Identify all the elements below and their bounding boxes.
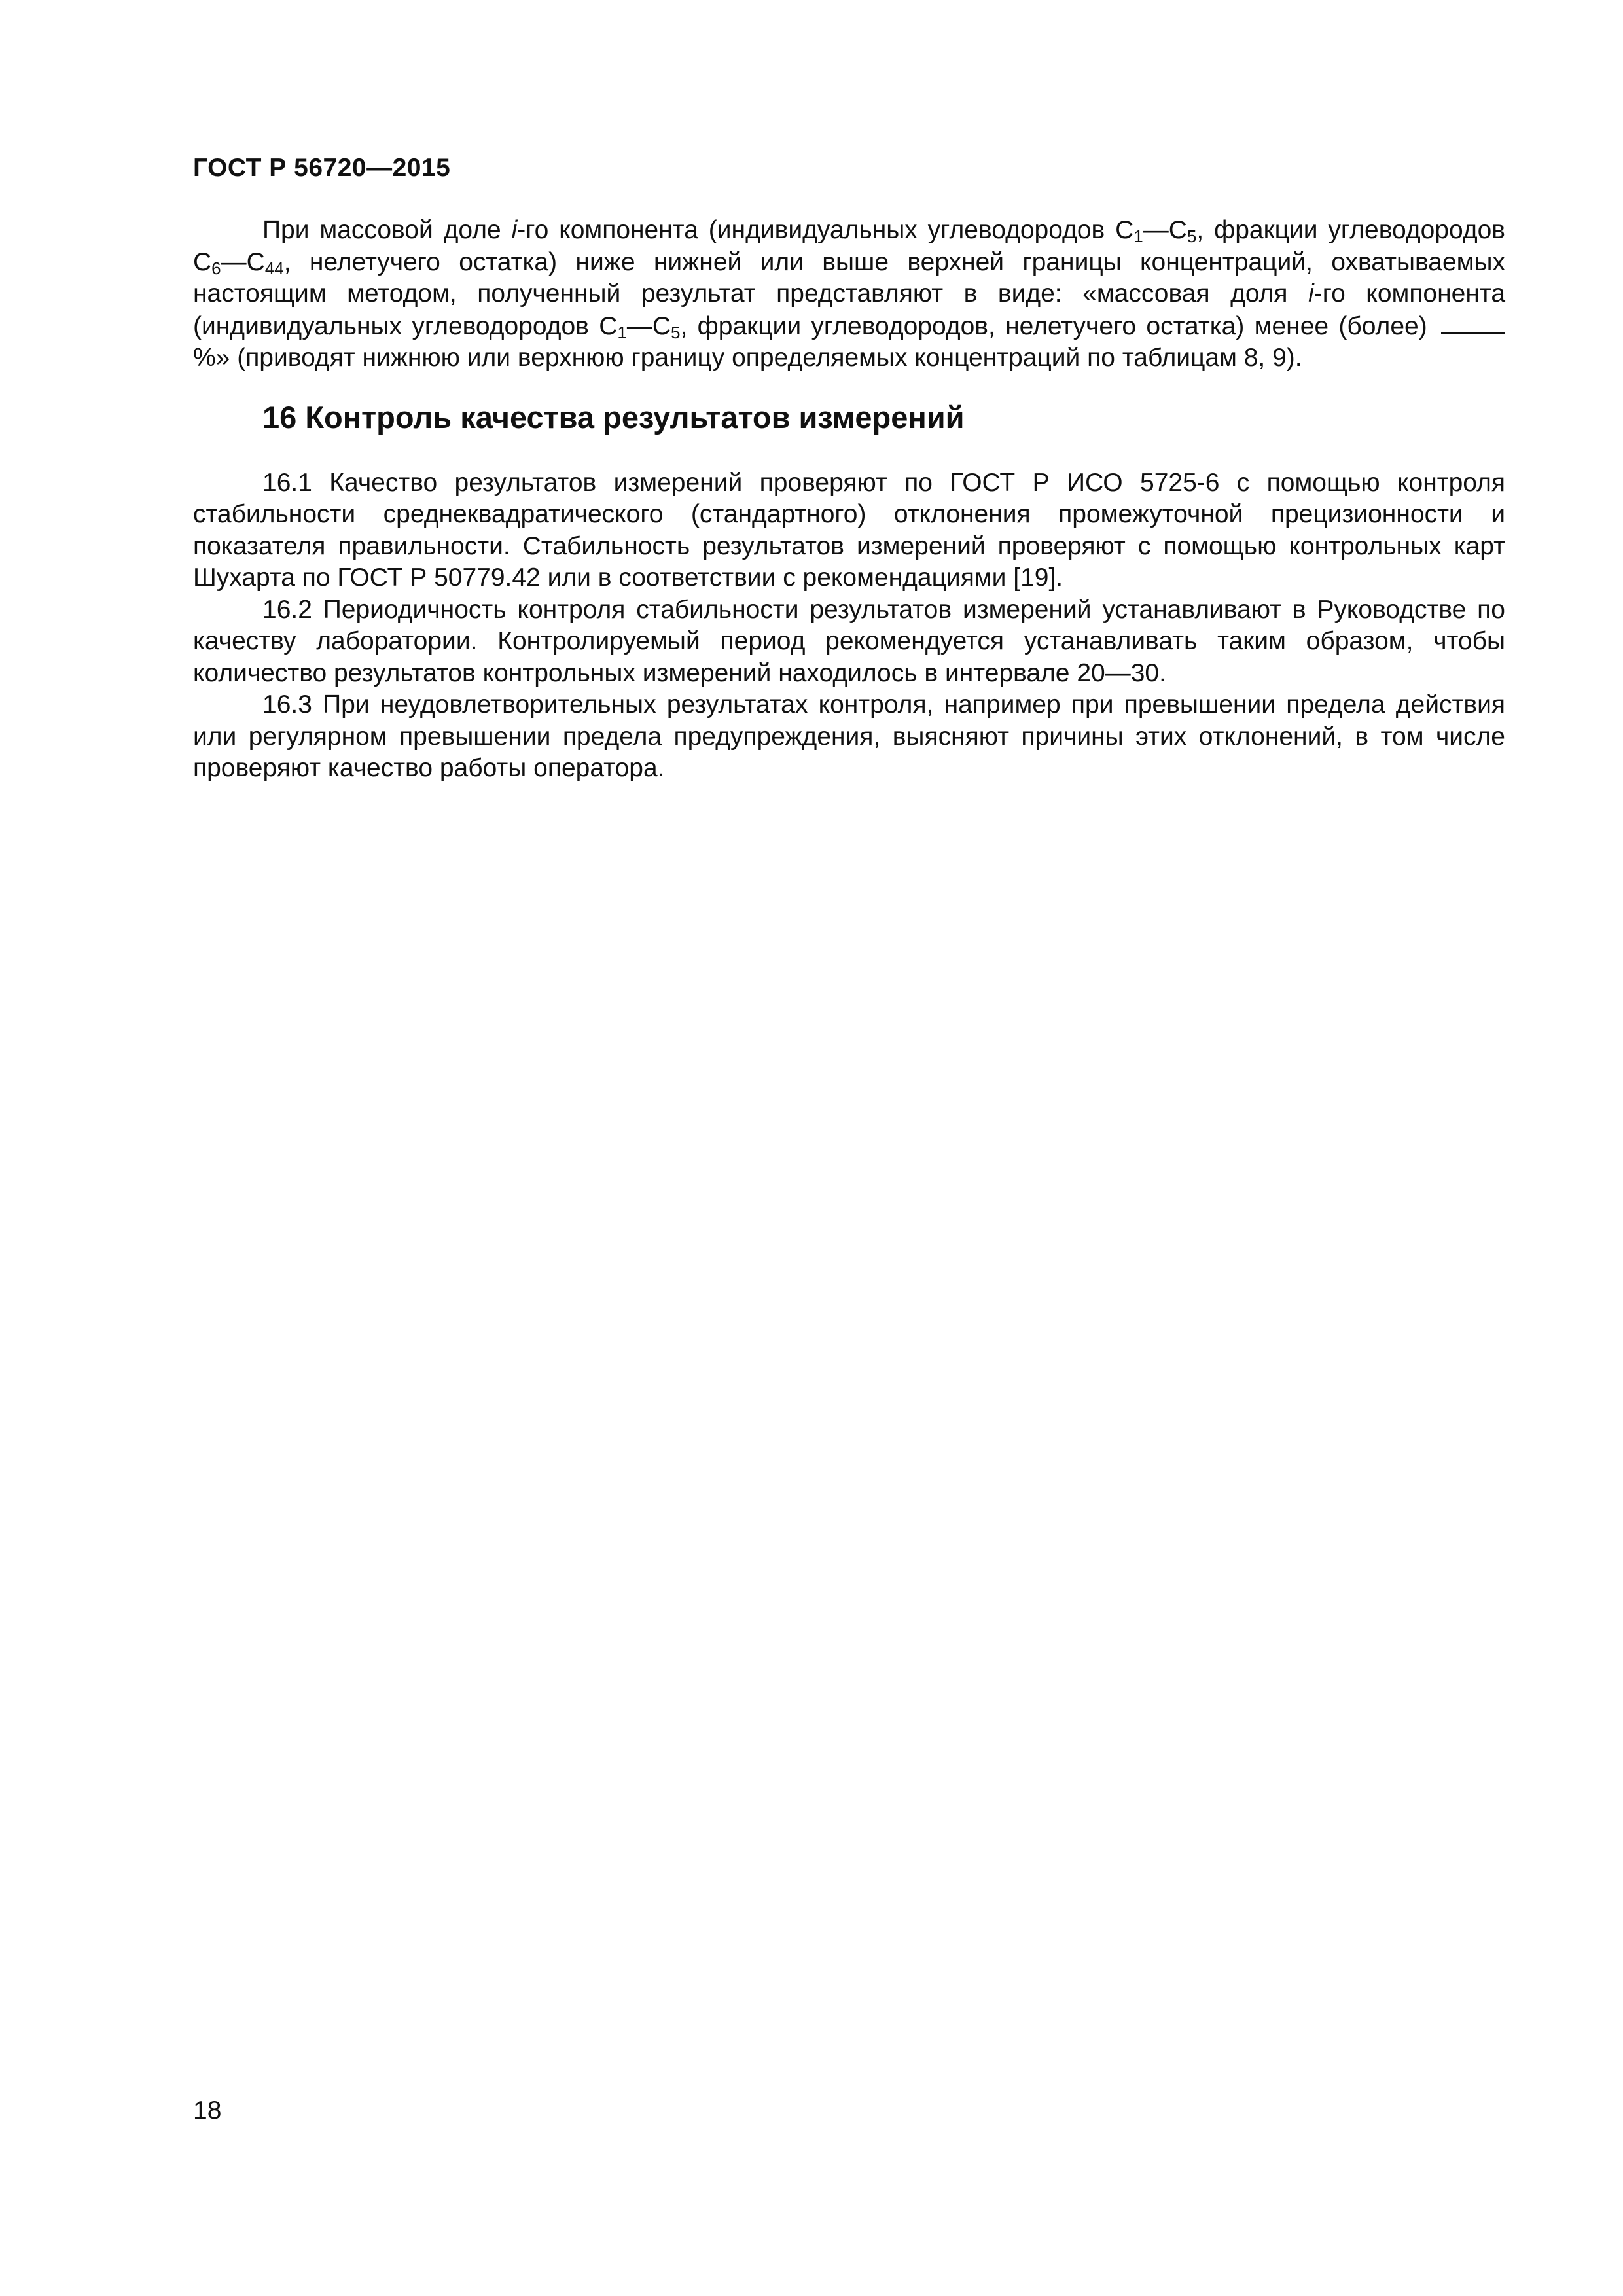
subscript-1: 1: [1133, 226, 1143, 246]
intro-dash-3: —С: [626, 312, 671, 340]
intro-text-1: При массовой доле: [262, 216, 512, 244]
intro-italic-i: i: [511, 216, 518, 244]
intro-text-7: %» (приводят нижнюю или верхнюю границу определяемых концентраций по таблицам 8, 9).: [193, 344, 1302, 372]
subscript-5: 5: [1186, 226, 1197, 246]
intro-dash-2: —С: [221, 247, 265, 276]
fill-in-blank: [1441, 310, 1505, 334]
subscript-1b: 1: [617, 322, 627, 342]
intro-text-5: -го компонента (индивидуальных углеводородов С: [193, 279, 1506, 340]
intro-italic-i-2: i: [1308, 279, 1314, 308]
intro-text-3: , фракции углеводородов С: [193, 216, 1505, 276]
paragraph-16-2: 16.2 Периодичность контроля стабильности результатов измерений устанавливают в Руководстве по качеству лаборатории. Контролируемый период рекомендуется устанавливать таким образом, чтобы количество результатов контрольных измерений находилось в интервале 20—30.: [193, 595, 1505, 687]
subscript-5b: 5: [671, 322, 681, 342]
paragraph-16-1: 16.1 Качество результатов измерений проверяют по ГОСТ Р ИСО 5725-6 с помощью контроля стабильности среднеквадратического (стандартного) отклонения промежуточной прецизионности и показателя правильности. Стабильность результатов измерений проверяют с помощью контрольных карт Шухарта по ГОСТ Р 50779.42 или в соответствии с рекомендациями [19].: [193, 468, 1505, 592]
intro-text-4: , нелетучего остатка) ниже нижней или выше верхней границы концентраций, охватываемых настоящим методом, полученный результат представляют в виде: «массовая доля: [193, 247, 1505, 308]
intro-text-2: -го компонента (индивидуальных углеводородов С: [517, 216, 1134, 244]
intro-paragraph: [193, 215, 1505, 374]
intro-text-6: , фракции углеводородов, нелетучего остатка) менее (более): [680, 312, 1438, 340]
subscript-6: 6: [211, 258, 221, 278]
paragraph-16-3: 16.3 При неудовлетворительных результатах контроля, например при превышении предела действия или регулярном превышении предела предупреждения, выясняют причины этих отклонений, в том числе проверяют качество работы оператора.: [193, 691, 1505, 782]
page-number: 18: [193, 2096, 222, 2125]
intro-dash-1: —С: [1143, 216, 1187, 244]
page-content: [193, 215, 1505, 785]
document-code-header: ГОСТ Р 56720—2015: [193, 154, 451, 182]
section-title: 16 Контроль качества результатов измерений: [262, 399, 965, 435]
subscript-44: 44: [264, 258, 284, 278]
